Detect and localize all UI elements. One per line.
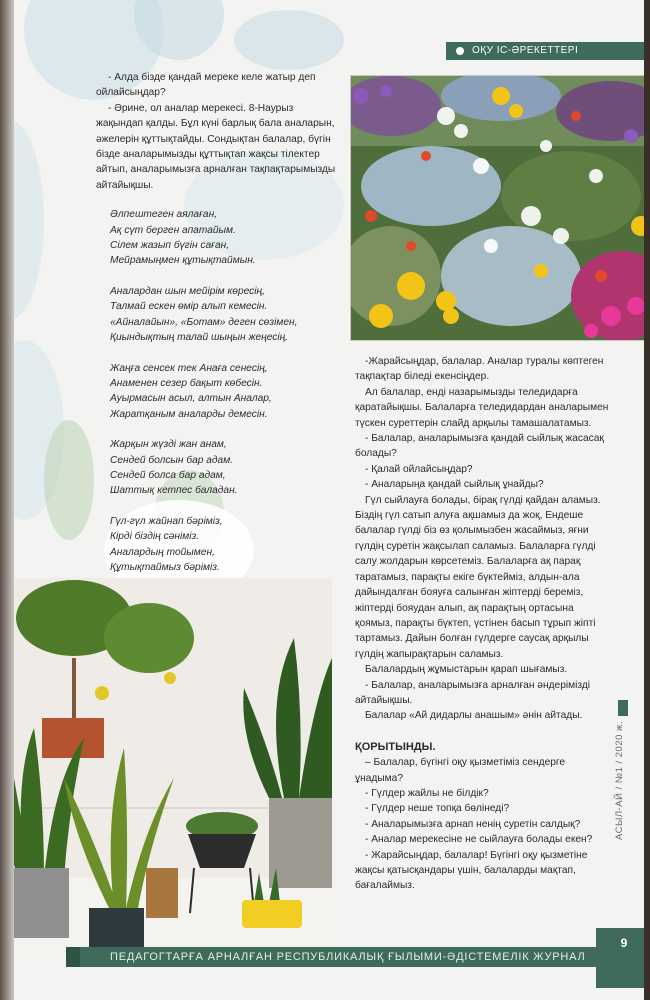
poem [96,207,340,575]
poem-line: Аналардың тойымен, [110,546,215,558]
poem-line: Әлпештеген аялаған, [110,209,218,221]
paragraph: Балалардың жұмыстарын қарап шығамыз. [365,664,568,676]
paragraph: - Жарайсыңдар, балалар! Бүгінгі оқу қызметіне жақсы қатысқандары үшін, балаларды мақтап, бағалаймыз. [355,849,588,892]
poem-line: Ауырмасын асыл, алтын Аналар, [110,393,272,405]
poem-line: Құтықтаймыз бәріміз. [110,561,220,573]
paragraph: – Балалар, бүгінгі оқу қызметіміз сендерге ұнадыма? [355,757,566,784]
poem-stanza [110,514,340,576]
paragraph: - Аналар мерекесіне не сыйлауға болады екен? [365,834,593,846]
poem-line: Шаттық кетпес баладан. [110,485,238,497]
poem-line: Анаменен сезер бақыт көбесін. [110,377,263,389]
section-title: ОҚУ ІС-ӘРЕКЕТТЕРІ [472,45,579,56]
footer-marker [66,947,80,967]
right-column [355,354,611,894]
page-number: 9 [620,936,628,950]
paragraph: Ал балалар, енді назарымызды теледидарға қаратайықшы. Балаларға теледидардан аналарымен түскен суреттерін слайд арқылы тамашалатамыз. [355,386,609,429]
poem-line: Кірді біздің сәніміз. [110,531,200,543]
paragraph: - Алда бізде қандай мереке келе жатыр деп ойлайсыңдар? [96,72,316,99]
flower-garden-illustration [351,76,644,340]
poem-line: Қиындықтың талай шыңын жеңесің. [110,332,289,344]
poem-stanza [110,284,340,346]
poem-line: Аналардан шын мейірім көресің, [110,285,265,297]
paragraph: - Аналарыңа қандай сыйлық ұнайды? [365,479,544,491]
poem-line: Мейрамыңмен құтықтаймын. [110,255,256,267]
paragraph: - Балалар, аналарымызға қандай сыйлық жасасақ болады? [355,433,604,460]
paragraph: Балалар «Ай дидарлы анашым» әнін айтады. [365,710,583,722]
side-marker [618,700,628,716]
paragraph: - Әрине, ол аналар мерекесі. 8-Наурыз жақындап қалды. Бұл күні барлық бала аналарын, әжелерін құттықтайды. Сондықтан балалар, бүгін бізде аналарымызды құттықтап жақсы тілектер айтып, аналарымызға арналған тақпақтарымызды айтайықшы. [96,102,336,191]
paragraph: - Қалай ойлайсыңдар? [365,463,473,475]
poem-line: Сілем жазып бүгін саған, [110,240,230,252]
poem-line: Талмай ескен өмір алып кемесін. [110,301,268,313]
flower-garden-photo [350,75,644,341]
paragraph: - Балалар, аналарымызға арналған әндерімізді айтайықшы. [355,679,591,706]
paragraph: -Жарайсыңдар, балалар. Аналар туралы көптеген тақпақтар біледі екенсіңдер. [355,356,604,383]
poem-line: Жарқын жүзді жан анам, [110,439,227,451]
poem-line: Гүл-гүл жайнап бәріміз, [110,515,223,527]
page-binding-edge [0,0,14,1000]
journal-page [14,0,644,1000]
page-number-box [596,928,644,988]
bullet-icon [456,47,464,55]
conclusion-heading: ҚОРЫТЫНДЫ. [355,740,436,753]
issue-label: АСЫЛ-АЙ / №1 / 2020 ж. [614,720,625,840]
journal-name: ПЕДАГОГТАРҒА АРНАЛҒАН РЕСПУБЛИКАЛЫҚ ҒЫЛЫМИ-ӘДІСТЕМЕЛІК ЖУРНАЛ [110,951,586,963]
poem-line: Сендей болса бар адам, [110,469,226,481]
swirl-decoration [14,120,44,320]
paragraph: - Аналарымызға арнап ненің суретін салдық? [365,818,581,830]
section-header [446,42,644,60]
poem-stanza [110,207,340,269]
houseplants-photo [14,578,332,950]
paragraph: Гүл сыйлауға болады, бірақ гүлді қайдан аламыз. Біздің гүл сатып алуға ақшамыз да жоқ, Ендеше балалар гүлді біз өз қолымызбен жасаймыз, яғни гүлдің суретін жақсылап саламыз. Балаларға гүлді салу жолдарын көрсетеміз. Балаларға ақ парақ таратамыз, парақты екіге бүктейміз, алдын-ала дайындалған бояуға салынған жіптерді береміз, жіптерді бояудан алып, ақ парақтың ортасына қоямыз, парақты бүктеп, үстінен басып тұрып жіпті тартамыз. Дайын болған гүлдерге саусақ арқылы гүлдің жапырақтарын саламыз. [355,494,601,660]
poem-stanza [110,437,340,499]
leaf-decoration [44,420,94,540]
poem-line: Ақ сүт берген апатайым. [110,224,236,236]
poem-line: Жаңға сенсек тек Анаға сенесің, [110,362,268,374]
poem-line: Сендей болсын бар адам. [110,454,234,466]
poem-stanza [110,361,340,423]
poem-line: Жаратқаным аналарды демесін. [110,408,268,420]
paragraph: - Гүлдер неше топқа бөлінеді? [365,803,510,815]
paragraph: - Гүлдер жайлы не білдік? [365,787,489,799]
swirl-decoration [234,10,344,70]
houseplants-illustration [14,578,332,950]
left-column [96,70,340,590]
journal-footer [66,947,596,967]
poem-line: «Айналайын», «Ботам» деген сөзімен, [110,316,298,328]
